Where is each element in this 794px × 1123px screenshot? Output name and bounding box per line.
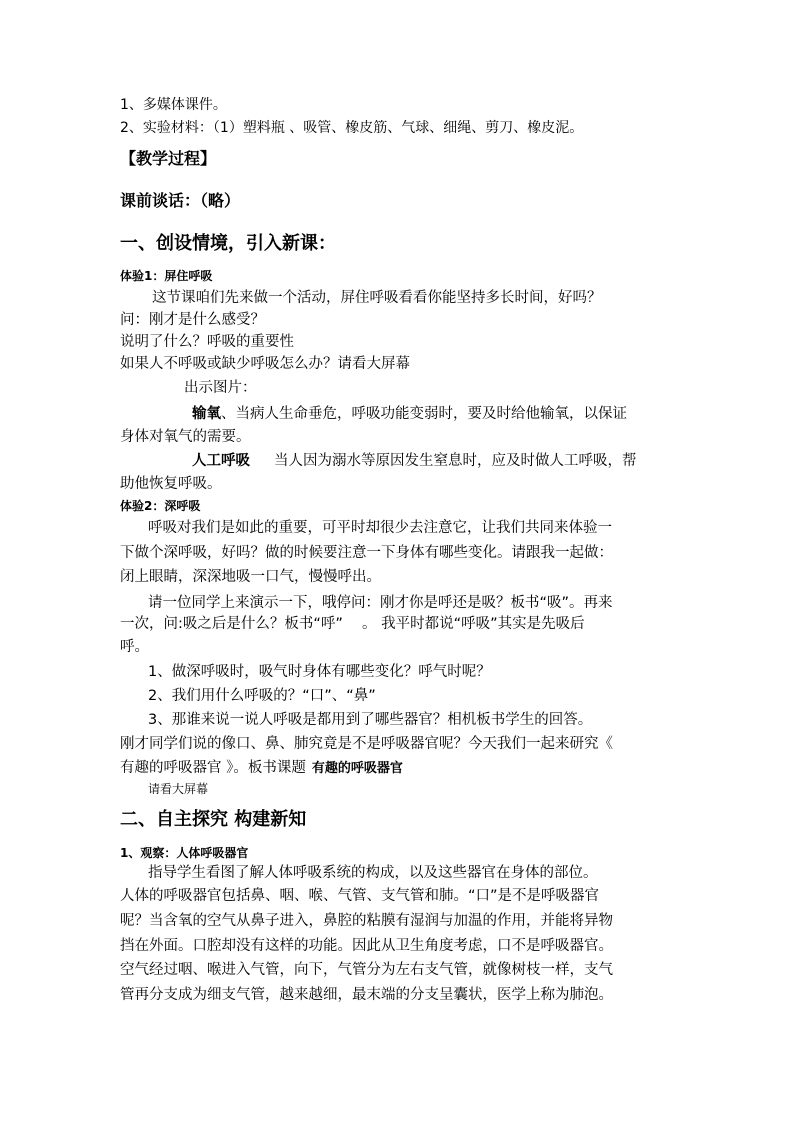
exp1-line-3: 说明了什么？呼吸的重要性 — [120, 334, 294, 350]
question-3: 3、那谁来说一说人呼吸是都用到了哪些器官？相机板书学生的回答。 — [148, 712, 593, 728]
section2-heading: 二、自主探究 构建新知 — [120, 809, 307, 830]
exp2-line-3: 闭上眼睛，深深地吸一口气，慢慢呼出。 — [120, 569, 381, 585]
pre-class-value: （略） — [200, 191, 241, 210]
summary-text: 有趣的呼吸器官 》。板书课题 — [120, 760, 306, 776]
summary-line-1: 刚才同学们说的像口、鼻、肺究竟是不是呼吸器官呢？今天我们一起来研究《 — [120, 736, 613, 752]
oxygen-line-2: 身体对氧气的需要。 — [120, 429, 251, 445]
question-1: 1、做深呼吸时，吸气时身体有哪些变化？呼气时呢？ — [148, 664, 491, 680]
cpr-line-2: 助他恢复呼吸。 — [120, 476, 222, 492]
pre-class-talk — [120, 191, 240, 211]
question-2: 2、我们用什么呼吸的？“口”、“鼻” — [148, 688, 376, 704]
oxygen-term: 输氧 — [192, 406, 221, 422]
exp1-line-4: 如果人不呼吸或缺少呼吸怎么办？请看大屏幕 — [120, 356, 410, 372]
exp2-line-6: 呼。 — [120, 639, 149, 655]
exp2-line-4: 请一位同学上来演示一下，哦停问：刚才你是呼还是吸？板书“吸”。再来 — [148, 595, 613, 611]
section2-line-1: 指导学生看图了解人体呼吸系统的构成，以及这些器官在身体的部位。 — [148, 865, 598, 881]
observation-label: 1、观察：人体呼吸器官 — [120, 846, 249, 860]
experience2-label: 体验2：深呼吸 — [120, 499, 201, 513]
exp1-line-2: 问：刚才是什么感受？ — [120, 312, 265, 328]
section2-line-2: 人体的呼吸器官包括鼻、咽、喉、气管、支气管和肺。“口”是不是呼吸器官 — [120, 888, 600, 904]
oxygen-line — [192, 404, 627, 424]
section2-line-6: 管再分支成为细支气管，越来越细，最末端的分支呈囊状，医学上称为肺泡。 — [120, 987, 613, 1003]
materials-item-2: 2、实验材料：（1）塑料瓶 、吸管、橡皮筋、气球、细绳、剪刀、橡皮泥。 — [120, 120, 584, 136]
exp2-line-2: 下做个深呼吸，好吗？做的时候要注意一下身体有哪些变化。请跟我一起做： — [120, 545, 613, 561]
oxygen-text: 、当病人生命垂危，呼吸功能变弱时，要及时给他输氧，以保证 — [221, 406, 627, 422]
materials-item-1: 1、多媒体课件。 — [120, 97, 227, 113]
exp1-line-1: 这节课咱们先来做一个活动，屏住呼吸看看你能坚持多长时间，好吗？ — [152, 290, 602, 306]
section2-line-5: 空气经过咽、喉进入气管，向下，气管分为左右支气管，就像树枝一样，支气 — [120, 962, 613, 978]
exp2-line-5: 一次，问:吸之后是什么？板书“呼” 。 我平时都说“呼吸”其实是先吸后 — [120, 616, 585, 632]
section1-heading: 一、创设情境，引入新课： — [120, 233, 336, 254]
cpr-text: 当人因为溺水等原因发生窒息时，应及时做人工呼吸，帮 — [274, 453, 637, 469]
exp2-line-1: 呼吸对我们是如此的重要，可平时却很少去注意它，让我们共同来体验一 — [148, 520, 612, 536]
board-title: 有趣的呼吸器官 — [311, 761, 403, 776]
pre-class-label: 课前谈话： — [120, 191, 201, 210]
process-heading: 【教学过程】 — [120, 149, 217, 168]
cpr-line — [192, 451, 637, 471]
section2-line-4: 挡在外面。口腔却没有这样的功能。因此从卫生角度考虑，口不是呼吸器官。 — [120, 938, 613, 954]
screen-note: 请看大屏幕 — [148, 782, 209, 796]
cpr-term: 人工呼吸 — [192, 453, 250, 469]
section2-line-3: 呢？当含氧的空气从鼻子进入，鼻腔的粘膜有湿润与加温的作用，并能将异物 — [120, 913, 613, 929]
show-pictures: 出示图片： — [184, 380, 257, 396]
experience1-label: 体验1：屏住呼吸 — [120, 269, 213, 283]
summary-line-2 — [120, 758, 403, 779]
